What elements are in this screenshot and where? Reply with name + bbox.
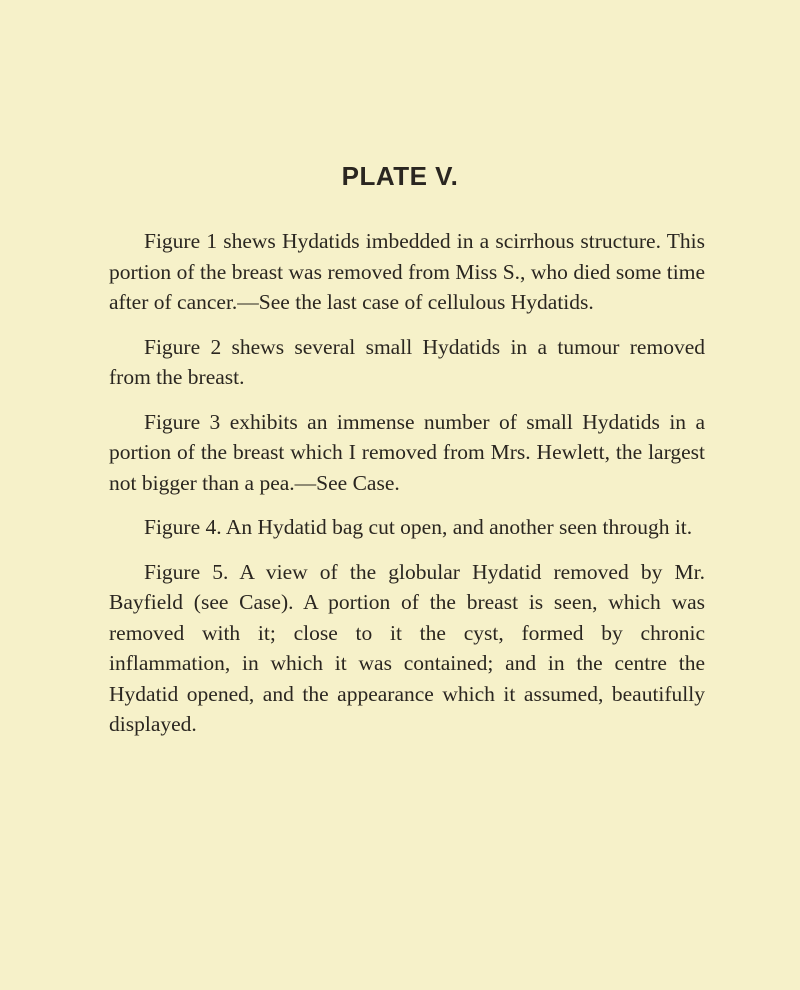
paragraph-figure-5: Figure 5. A view of the globular Hydatid removed by Mr. Bayfield (see Case). A portion of the breast is seen, which was removed with it; close to it the cyst, formed by chronic inflammation, in which it was contained; and in the centre the Hydatid opened, and the appearance which it assumed, beautifully displayed. — [109, 559, 705, 736]
paragraph-figure-1: Figure 1 shews Hydatids imbedded in a scirrhous structure. This portion of the breast was removed from Miss S., who died some time after of cancer.—See the last case of cellulous Hydatids. — [109, 229, 705, 314]
paragraph-figure-4: Figure 4. An Hydatid bag cut open, and another seen through it. — [144, 515, 693, 539]
paragraph-figure-3: Figure 3 exhibits an immense number of small Hydatids in a portion of the breast which I removed from Mrs. Hewlett, the largest not bigger than a pea.—See Case. — [109, 409, 705, 495]
paragraph-figure-2: Figure 2 shews several small Hydatids in a tumour removed from the breast. — [109, 334, 705, 389]
page-title: PLATE V. — [341, 161, 459, 191]
plate-description — [109, 226, 705, 740]
